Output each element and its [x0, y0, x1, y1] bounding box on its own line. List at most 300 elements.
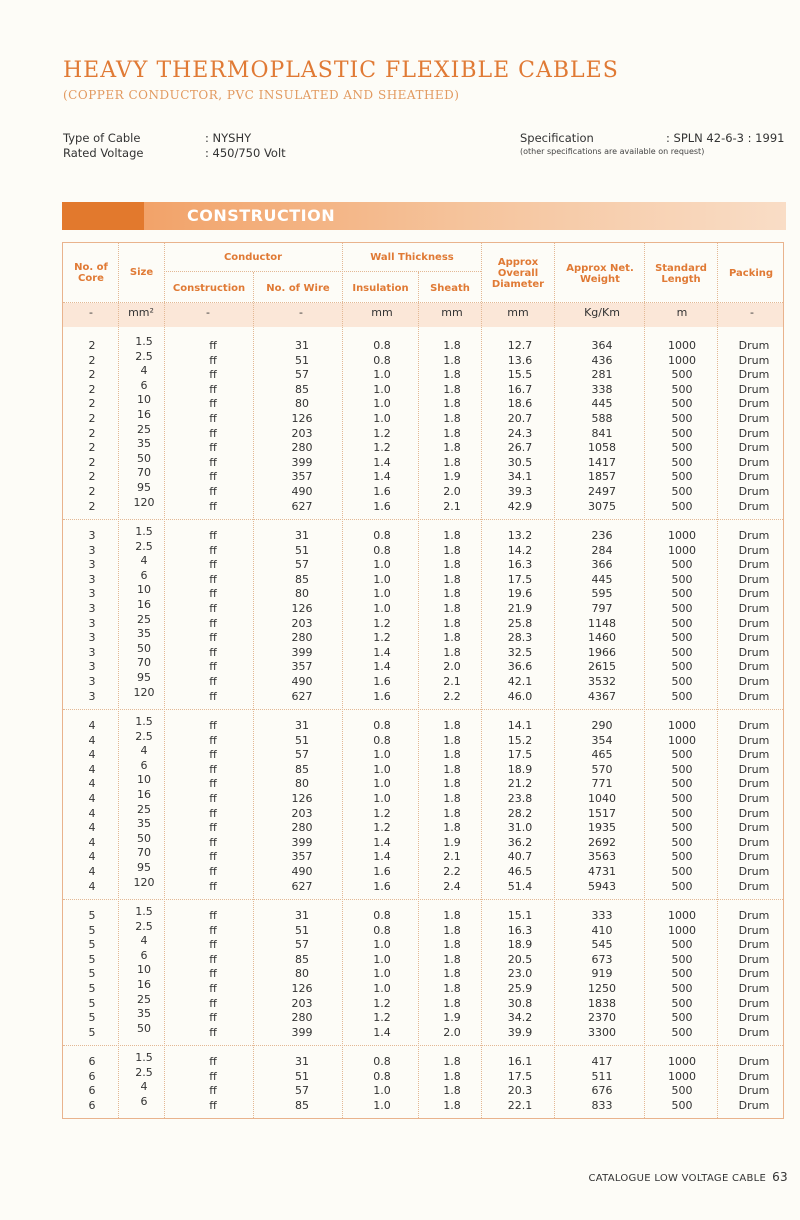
cell-no-core: 5	[88, 1025, 96, 1039]
cell-weight: 436	[591, 353, 613, 367]
cell-no-wire: 85	[295, 1098, 309, 1112]
cell-length: 500	[671, 587, 693, 601]
cell-diameter: 28.2	[507, 806, 533, 820]
cell-insulation: 1.4	[373, 470, 391, 484]
cell-construction: ff	[209, 996, 217, 1010]
cell-insulation: 1.0	[373, 558, 391, 572]
cell-weight: 445	[591, 397, 613, 411]
cell-construction: ff	[209, 426, 217, 440]
cell-size: 50	[137, 1021, 151, 1035]
cell-packing: Drum	[738, 426, 770, 440]
cell-diameter: 16.1	[507, 1055, 533, 1068]
cell-sheath: 2.1	[443, 499, 461, 513]
cell-diameter: 20.7	[507, 412, 533, 425]
cell-length: 500	[671, 616, 693, 630]
header-rule	[164, 271, 481, 272]
cell-packing: Drum	[738, 485, 770, 498]
cell-no-wire: 57	[295, 1084, 309, 1098]
cell-size: 10	[137, 393, 151, 407]
cell-weight: 919	[591, 967, 613, 981]
cell-sheath: 1.8	[443, 558, 461, 572]
cell-diameter: 40.7	[507, 850, 533, 864]
cell-insulation: 1.0	[373, 762, 391, 776]
cell-diameter: 20.5	[507, 952, 533, 966]
cell-packing: Drum	[738, 1011, 770, 1025]
cell-no-core: 5	[88, 952, 96, 966]
cell-size: 1.5	[135, 905, 153, 918]
cell-packing: Drum	[738, 470, 770, 484]
header-wall-thickness: Wall Thickness	[370, 252, 454, 263]
cell-no-wire: 51	[295, 543, 309, 557]
cell-diameter: 23.0	[507, 967, 533, 981]
cell-sheath: 1.8	[443, 529, 461, 542]
cell-weight: 5943	[588, 879, 616, 893]
cell-length: 500	[671, 792, 693, 805]
cell-length: 500	[671, 835, 693, 849]
cell-no-wire: 57	[295, 748, 309, 762]
cell-no-core: 3	[88, 558, 96, 572]
unit-size: mm²	[128, 306, 154, 319]
cell-no-wire: 280	[291, 821, 313, 835]
cell-insulation: 0.8	[373, 543, 391, 557]
cell-no-core: 3	[88, 631, 96, 645]
cell-insulation: 1.0	[373, 967, 391, 981]
cell-no-core: 5	[88, 996, 96, 1010]
cell-construction: ff	[209, 719, 217, 732]
cell-sheath: 1.8	[443, 543, 461, 557]
cell-packing: Drum	[738, 689, 770, 703]
header-no-wire: No. of Wire	[266, 283, 330, 294]
cell-diameter: 16.3	[507, 558, 533, 572]
cell-no-wire: 357	[291, 660, 313, 674]
cell-no-core: 2	[88, 499, 96, 513]
cell-construction: ff	[209, 631, 217, 645]
cell-sheath: 1.8	[443, 412, 461, 425]
cell-packing: Drum	[738, 806, 770, 820]
cell-sheath: 1.8	[443, 792, 461, 805]
cell-diameter: 19.6	[507, 587, 533, 601]
cell-length: 1000	[668, 923, 696, 937]
cell-packing: Drum	[738, 952, 770, 966]
cell-weight: 290	[591, 719, 613, 732]
cell-insulation: 1.0	[373, 572, 391, 586]
cell-packing: Drum	[738, 558, 770, 572]
cell-diameter: 18.9	[507, 938, 533, 952]
cell-packing: Drum	[738, 865, 770, 878]
cell-weight: 1857	[588, 470, 616, 484]
cell-no-core: 5	[88, 938, 96, 952]
cell-weight: 284	[591, 543, 613, 557]
cell-sheath: 1.8	[443, 572, 461, 586]
cell-packing: Drum	[738, 879, 770, 893]
cell-size: 4	[140, 554, 148, 568]
cell-size: 25	[137, 612, 151, 626]
cell-length: 500	[671, 850, 693, 864]
cell-length: 500	[671, 382, 693, 396]
cell-sheath: 1.8	[443, 353, 461, 367]
header-length: Standard Length	[655, 263, 707, 285]
cell-diameter: 17.5	[507, 1069, 533, 1083]
cell-no-core: 5	[88, 982, 96, 995]
cell-sheath: 1.8	[443, 1098, 461, 1112]
cell-no-core: 4	[88, 821, 96, 835]
cell-packing: Drum	[738, 821, 770, 835]
cell-no-core: 3	[88, 572, 96, 586]
cell-construction: ff	[209, 397, 217, 411]
cell-diameter: 15.1	[507, 909, 533, 922]
cell-sheath: 2.2	[443, 865, 461, 878]
cell-insulation: 1.0	[373, 952, 391, 966]
cell-insulation: 1.2	[373, 821, 391, 835]
type-label: Type of Cable	[63, 131, 141, 145]
cell-length: 500	[671, 967, 693, 981]
cell-no-wire: 490	[291, 865, 313, 878]
cell-construction: ff	[209, 938, 217, 952]
header-packing: Packing	[728, 268, 774, 279]
cell-diameter: 18.6	[507, 397, 533, 411]
cell-weight: 3075	[588, 499, 616, 513]
unit-insulation: mm	[371, 306, 393, 319]
cell-diameter: 36.2	[507, 835, 533, 849]
cell-diameter: 51.4	[507, 879, 533, 893]
cell-diameter: 31.0	[507, 821, 533, 835]
cell-insulation: 0.8	[373, 719, 391, 732]
specification-note: (other specifications are available on request)	[520, 147, 705, 156]
cell-weight: 354	[591, 733, 613, 747]
cell-no-wire: 31	[295, 1055, 309, 1068]
cell-insulation: 1.0	[373, 938, 391, 952]
voltage-label: Rated Voltage	[63, 146, 144, 160]
cell-no-wire: 280	[291, 441, 313, 455]
cell-insulation: 1.6	[373, 499, 391, 513]
cell-diameter: 42.1	[507, 675, 533, 688]
column-divider	[342, 243, 343, 1118]
cell-no-core: 2	[88, 382, 96, 396]
cell-diameter: 12.7	[507, 339, 533, 352]
cell-diameter: 46.5	[507, 865, 533, 878]
cell-packing: Drum	[738, 660, 770, 674]
cell-weight: 366	[591, 558, 613, 572]
cell-construction: ff	[209, 470, 217, 484]
cell-insulation: 1.2	[373, 1011, 391, 1025]
cell-sheath: 1.8	[443, 602, 461, 615]
unit-no-wire: -	[299, 306, 303, 319]
page-footer	[588, 1170, 788, 1184]
unit-sheath: mm	[441, 306, 463, 319]
cell-construction: ff	[209, 1011, 217, 1025]
cell-diameter: 14.1	[507, 719, 533, 732]
cell-diameter: 15.2	[507, 733, 533, 747]
cell-construction: ff	[209, 865, 217, 878]
cell-diameter: 34.1	[507, 470, 533, 484]
cell-diameter: 30.5	[507, 455, 533, 469]
cell-no-wire: 399	[291, 645, 313, 659]
cell-sheath: 1.8	[443, 748, 461, 762]
cell-packing: Drum	[738, 1055, 770, 1068]
cell-length: 500	[671, 660, 693, 674]
cell-packing: Drum	[738, 499, 770, 513]
section-title: CONSTRUCTION	[187, 206, 336, 225]
cell-packing: Drum	[738, 909, 770, 922]
type-value: : NYSHY	[205, 131, 252, 145]
cell-diameter: 25.8	[507, 616, 533, 630]
cell-no-wire: 51	[295, 1069, 309, 1083]
cell-size: 50	[137, 641, 151, 655]
cell-weight: 465	[591, 748, 613, 762]
cell-size: 6	[140, 948, 148, 962]
cell-diameter: 32.5	[507, 645, 533, 659]
cell-packing: Drum	[738, 850, 770, 864]
cell-length: 500	[671, 879, 693, 893]
cell-weight: 570	[591, 762, 613, 776]
cell-packing: Drum	[738, 543, 770, 557]
cell-no-wire: 399	[291, 1025, 313, 1039]
cell-no-core: 2	[88, 353, 96, 367]
cell-weight: 3532	[588, 675, 616, 688]
cell-weight: 797	[591, 602, 613, 615]
cell-no-wire: 57	[295, 368, 309, 382]
cell-sheath: 2.1	[443, 675, 461, 688]
cell-construction: ff	[209, 777, 217, 791]
cell-no-core: 6	[88, 1055, 96, 1068]
cell-size: 4	[140, 1080, 148, 1094]
cell-construction: ff	[209, 353, 217, 367]
cell-construction: ff	[209, 967, 217, 981]
cell-insulation: 0.8	[373, 733, 391, 747]
specification-label: Specification	[520, 131, 594, 145]
cell-no-wire: 627	[291, 689, 313, 703]
cell-construction: ff	[209, 1025, 217, 1039]
cell-size: 6	[140, 568, 148, 582]
cell-no-wire: 399	[291, 455, 313, 469]
cell-packing: Drum	[738, 777, 770, 791]
cell-insulation: 1.6	[373, 879, 391, 893]
page-title: HEAVY THERMOPLASTIC FLEXIBLE CABLES	[63, 58, 619, 83]
cell-weight: 673	[591, 952, 613, 966]
column-divider	[644, 243, 645, 1118]
cell-no-core: 4	[88, 762, 96, 776]
cell-sheath: 1.9	[443, 835, 461, 849]
cell-insulation: 0.8	[373, 529, 391, 542]
cell-sheath: 1.8	[443, 982, 461, 995]
cell-length: 500	[671, 631, 693, 645]
cell-length: 500	[671, 865, 693, 878]
cell-no-core: 4	[88, 792, 96, 805]
cell-construction: ff	[209, 572, 217, 586]
cell-sheath: 1.8	[443, 967, 461, 981]
cell-length: 500	[671, 426, 693, 440]
cell-construction: ff	[209, 441, 217, 455]
column-divider	[554, 243, 555, 1118]
cell-no-wire: 490	[291, 675, 313, 688]
cell-weight: 281	[591, 368, 613, 382]
cell-weight: 2370	[588, 1011, 616, 1025]
cell-insulation: 1.0	[373, 792, 391, 805]
cell-length: 500	[671, 1084, 693, 1098]
cell-size: 4	[140, 744, 148, 758]
cell-construction: ff	[209, 412, 217, 425]
cell-diameter: 36.6	[507, 660, 533, 674]
cell-weight: 364	[591, 339, 613, 352]
cell-packing: Drum	[738, 748, 770, 762]
cell-weight: 1148	[588, 616, 616, 630]
column-divider	[717, 243, 718, 1118]
cell-diameter: 13.2	[507, 529, 533, 542]
cell-insulation: 1.0	[373, 1084, 391, 1098]
unit-diameter: mm	[507, 306, 529, 319]
cell-weight: 1935	[588, 821, 616, 835]
cell-size: 1.5	[135, 525, 153, 538]
cell-insulation: 1.2	[373, 631, 391, 645]
cell-insulation: 1.2	[373, 426, 391, 440]
cell-sheath: 1.8	[443, 1055, 461, 1068]
cell-construction: ff	[209, 835, 217, 849]
cell-sheath: 1.8	[443, 762, 461, 776]
cell-weight: 3300	[588, 1025, 616, 1039]
cell-length: 500	[671, 602, 693, 615]
voltage-value: : 450/750 Volt	[205, 146, 286, 160]
cell-no-wire: 85	[295, 952, 309, 966]
cell-construction: ff	[209, 982, 217, 995]
cell-no-core: 4	[88, 850, 96, 864]
cell-construction: ff	[209, 645, 217, 659]
cell-weight: 676	[591, 1084, 613, 1098]
cell-no-core: 2	[88, 455, 96, 469]
cell-length: 1000	[668, 353, 696, 367]
cell-insulation: 1.0	[373, 368, 391, 382]
cell-no-wire: 126	[291, 602, 313, 615]
cell-no-core: 3	[88, 543, 96, 557]
cell-no-core: 4	[88, 777, 96, 791]
cell-no-wire: 627	[291, 499, 313, 513]
cell-no-wire: 203	[291, 996, 313, 1010]
cell-sheath: 1.8	[443, 777, 461, 791]
cell-length: 1000	[668, 733, 696, 747]
cell-no-wire: 51	[295, 353, 309, 367]
cell-size: 50	[137, 451, 151, 465]
cell-weight: 2692	[588, 835, 616, 849]
cell-no-core: 3	[88, 529, 96, 542]
cell-no-wire: 357	[291, 470, 313, 484]
cell-weight: 1460	[588, 631, 616, 645]
column-divider	[164, 243, 165, 1118]
cell-construction: ff	[209, 499, 217, 513]
cell-diameter: 13.6	[507, 353, 533, 367]
cell-packing: Drum	[738, 455, 770, 469]
cell-length: 1000	[668, 339, 696, 352]
cell-size: 70	[137, 466, 151, 480]
cell-sheath: 2.0	[443, 1025, 461, 1039]
cell-packing: Drum	[738, 1098, 770, 1112]
column-divider	[418, 272, 419, 1118]
cell-no-core: 5	[88, 909, 96, 922]
cell-no-core: 2	[88, 485, 96, 498]
cell-diameter: 30.8	[507, 996, 533, 1010]
cell-construction: ff	[209, 1055, 217, 1068]
cell-construction: ff	[209, 762, 217, 776]
cell-construction: ff	[209, 339, 217, 352]
specification-value: : SPLN 42-6-3 : 1991	[666, 131, 785, 145]
cell-sheath: 2.1	[443, 850, 461, 864]
cell-insulation: 1.4	[373, 455, 391, 469]
cell-construction: ff	[209, 879, 217, 893]
group-rule	[63, 1045, 783, 1046]
cell-construction: ff	[209, 748, 217, 762]
cell-length: 500	[671, 762, 693, 776]
cell-packing: Drum	[738, 441, 770, 455]
cell-size: 95	[137, 481, 151, 494]
cell-construction: ff	[209, 806, 217, 820]
cell-sheath: 1.8	[443, 397, 461, 411]
cell-diameter: 15.5	[507, 368, 533, 382]
cell-sheath: 1.8	[443, 645, 461, 659]
cell-weight: 1417	[588, 455, 616, 469]
cell-length: 500	[671, 1011, 693, 1025]
cell-length: 1000	[668, 1069, 696, 1083]
cell-packing: Drum	[738, 982, 770, 995]
cell-no-core: 2	[88, 412, 96, 425]
cell-length: 500	[671, 558, 693, 572]
cell-no-wire: 126	[291, 982, 313, 995]
cell-no-core: 4	[88, 865, 96, 878]
cell-no-wire: 51	[295, 923, 309, 937]
cell-diameter: 16.3	[507, 923, 533, 937]
cell-sheath: 1.8	[443, 1069, 461, 1083]
cell-insulation: 1.0	[373, 587, 391, 601]
cell-length: 1000	[668, 529, 696, 542]
cell-weight: 236	[591, 529, 613, 542]
cell-length: 500	[671, 821, 693, 835]
cell-size: 10	[137, 963, 151, 977]
cell-packing: Drum	[738, 762, 770, 776]
cell-size: 16	[137, 408, 151, 421]
cell-length: 500	[671, 441, 693, 455]
cell-size: 2.5	[135, 919, 153, 933]
cell-no-core: 5	[88, 1011, 96, 1025]
cell-size: 16	[137, 978, 151, 991]
cell-packing: Drum	[738, 967, 770, 981]
cell-size: 25	[137, 422, 151, 436]
header-conductor: Conductor	[223, 252, 283, 263]
cell-packing: Drum	[738, 602, 770, 615]
cell-length: 500	[671, 645, 693, 659]
cell-insulation: 1.6	[373, 865, 391, 878]
page-subtitle: (COPPER CONDUCTOR, PVC INSULATED AND SHEATHED)	[63, 88, 460, 102]
cell-packing: Drum	[738, 572, 770, 586]
cell-sheath: 1.8	[443, 806, 461, 820]
cell-weight: 595	[591, 587, 613, 601]
cell-no-wire: 280	[291, 1011, 313, 1025]
cell-packing: Drum	[738, 675, 770, 688]
cell-insulation: 1.2	[373, 806, 391, 820]
cell-length: 500	[671, 368, 693, 382]
cell-weight: 4367	[588, 689, 616, 703]
cell-no-core: 5	[88, 967, 96, 981]
cell-sheath: 1.8	[443, 996, 461, 1010]
cell-sheath: 2.2	[443, 689, 461, 703]
unit-no-core: -	[89, 306, 93, 319]
cell-diameter: 25.9	[507, 982, 533, 995]
cell-length: 500	[671, 1098, 693, 1112]
cell-weight: 1517	[588, 806, 616, 820]
cell-no-wire: 280	[291, 631, 313, 645]
group-rule	[63, 519, 783, 520]
cell-diameter: 24.3	[507, 426, 533, 440]
cell-no-wire: 31	[295, 719, 309, 732]
cell-packing: Drum	[738, 719, 770, 732]
cell-construction: ff	[209, 850, 217, 864]
cell-length: 1000	[668, 1055, 696, 1068]
